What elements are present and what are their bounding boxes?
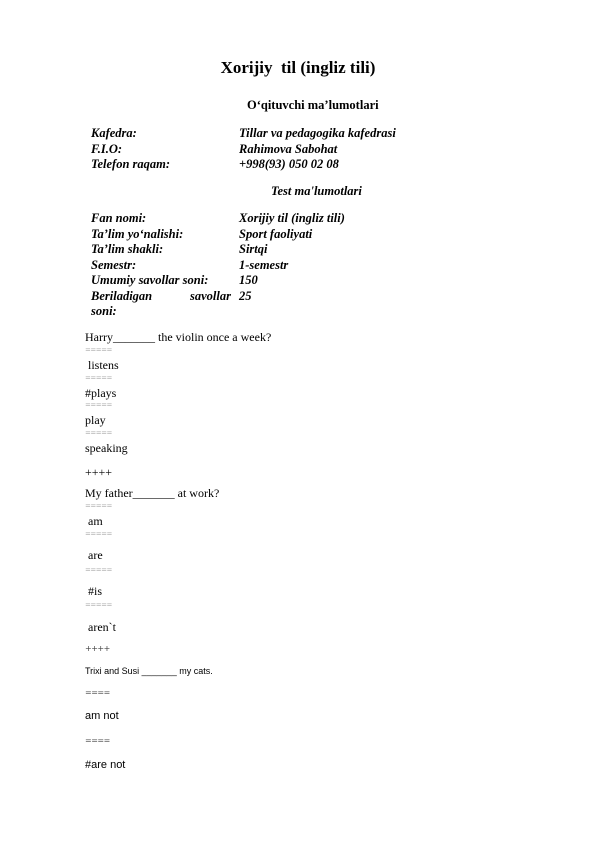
info-label-part: Beriladigan [91,288,153,303]
info-label: Umumiy savollar soni: [91,273,209,287]
answer-option: aren`t [85,620,116,634]
question-text: Harry_______ the violin once a week? [85,330,272,344]
separator: ===== [85,601,112,609]
info-value: 150 [239,273,258,287]
info-row-form [91,242,431,258]
test-info-table [91,211,431,320]
answer-option: listens [85,358,119,372]
separator: ===== [85,374,112,382]
question-end-marker: ++++ [85,465,113,479]
answer-option-correct: #are not [85,759,126,771]
info-value: Tillar va pedagogika kafedrasi [239,126,396,140]
info-row-direction [91,227,431,243]
info-row-given-questions [91,289,431,305]
info-label: F.I.O: [91,141,123,156]
info-value: Sport faoliyati [239,226,313,241]
info-label: Fan nomi: [91,211,147,225]
teacher-info-heading: O‘qituvchi ma’lumotlari [247,98,379,112]
answer-option: play [85,413,106,427]
info-row-fan [91,211,431,227]
info-value: 25 [239,288,252,303]
info-label: Kafedra: [91,126,137,140]
info-value: Xorijiy til (ingliz tili) [239,211,345,225]
info-value: +998(93) 050 02 08 [239,157,339,171]
info-value: Sirtqi [239,242,268,256]
info-label: Ta’lim shakli: [91,242,164,256]
document-title: Xorijiy til (ingliz tili) [220,58,376,77]
separator: ===== [85,401,112,409]
question-end-marker: ++++ [85,644,110,653]
answer-option-correct: #is [85,584,103,598]
info-value: Rahimova Sabohat [239,141,338,156]
info-label-part: soni: [91,304,117,318]
answer-option: are [85,548,103,562]
teacher-info-table [91,126,431,173]
test-info-heading: Test ma'lumotlari [271,184,362,198]
info-label: Ta’lim yo‘nalishi: [91,226,184,241]
info-label-part: savollar [190,288,231,303]
answer-option: am [85,514,103,528]
info-row-total-questions [91,273,431,289]
info-row-semester [91,258,431,274]
separator: ===== [85,502,112,510]
answer-option: am not [85,710,119,722]
info-value: 1-semestr [239,257,289,272]
info-label [91,289,239,305]
separator: ===== [85,429,112,437]
question-text: My father_______ at work? [85,486,220,500]
separator: ==== [85,688,110,697]
info-row-kafedra [91,126,431,142]
answer-option: speaking [85,441,128,455]
info-label: Semestr: [91,257,137,272]
info-row-fio [91,142,431,158]
info-label: Telefon raqam: [91,157,171,171]
separator: ===== [85,346,112,354]
separator: ===== [85,530,112,538]
answer-option-correct: #plays [85,386,117,400]
separator: ===== [85,566,112,574]
info-row-phone [91,157,431,173]
info-row-given-questions-cont [91,304,431,320]
separator: ==== [85,736,110,745]
question-text: Trixi and Susi _______ my cats. [85,666,213,676]
